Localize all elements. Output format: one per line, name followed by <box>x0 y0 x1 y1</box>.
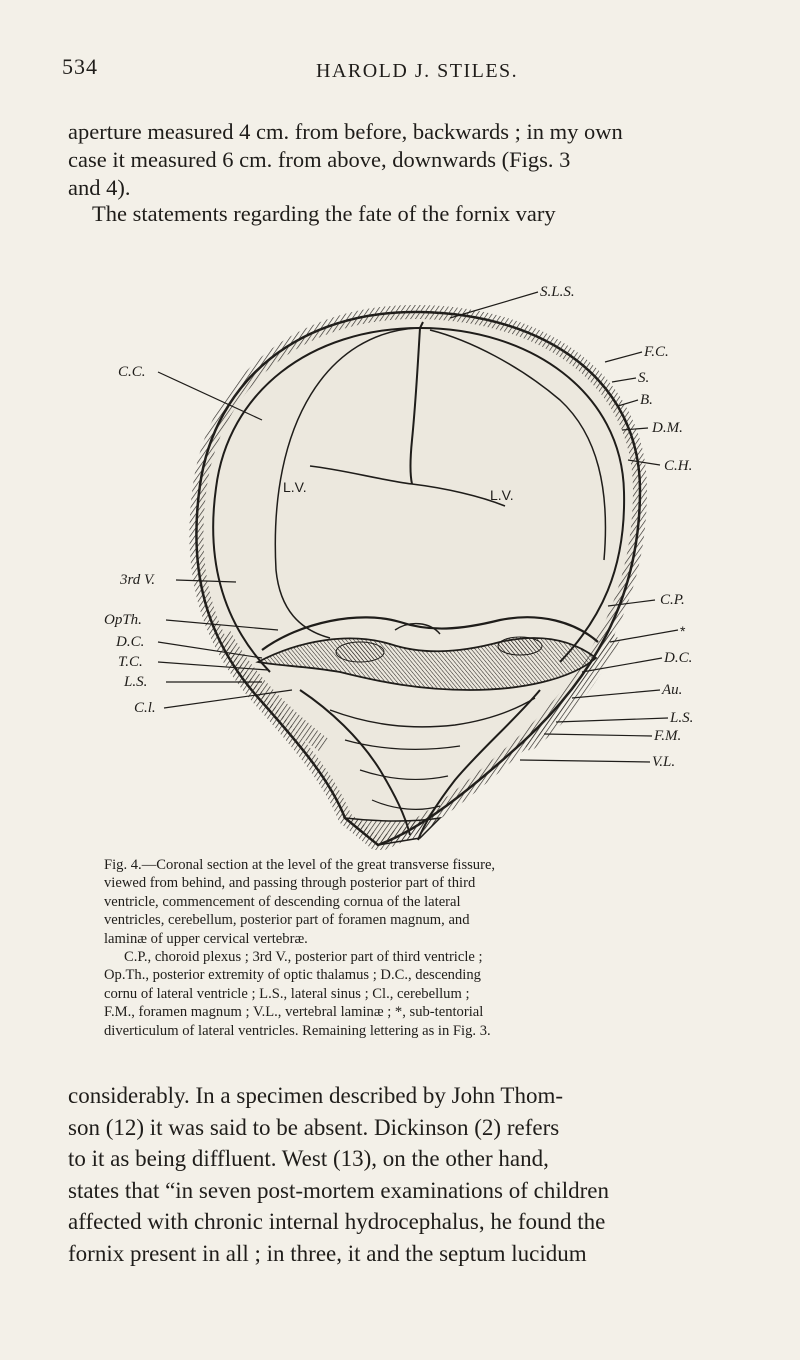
label-au: Au. <box>662 682 683 698</box>
paragraph-top <box>68 118 748 202</box>
label-fc: F.C. <box>644 344 669 360</box>
label-cp: C.P. <box>660 592 685 608</box>
label-dm: D.M. <box>652 420 683 436</box>
figure-caption <box>104 856 718 1040</box>
text-line: and 4). <box>68 175 131 200</box>
caption-line: Fig. 4.—Coronal section at the level of the great transverse fissure, <box>104 857 496 873</box>
label-ls-left: L.S. <box>124 674 148 690</box>
label-tc: T.C. <box>118 654 143 670</box>
paragraph-bottom <box>68 1080 748 1269</box>
caption-line <box>104 948 718 966</box>
caption-line: ventricles, cerebellum, posterior part of foramen magnum, and <box>104 912 470 929</box>
label-cc: C.C. <box>118 364 146 380</box>
caption-line: ventricle, commencement of descending cornua of the lateral <box>104 893 461 910</box>
text-line <box>68 200 748 228</box>
text-line: case it measured 6 cm. from above, downwards (Figs. 3 <box>68 147 571 172</box>
text-line: aperture measured 4 cm. from before, backwards ; in my own <box>68 119 623 144</box>
label-b: B. <box>640 392 653 408</box>
caption-line: viewed from behind, and passing through posterior part of third <box>104 875 476 892</box>
label-vl: V.L. <box>652 754 676 770</box>
figure-coronal-section <box>0 270 800 850</box>
label-ls-right: L.S. <box>670 710 694 726</box>
label-dc-right: D.C. <box>664 650 693 666</box>
label-lv-right: L.V. <box>490 487 514 503</box>
text-line: considerably. In a specimen described by John Thom- <box>68 1083 564 1108</box>
page-number: 534 <box>62 54 98 79</box>
label-third-ventricle: 3rd V. <box>120 572 156 588</box>
caption-line: laminæ of upper cervical vertebræ. <box>104 930 308 947</box>
label-dc-left: D.C. <box>116 634 145 650</box>
text-line: to it as being diffluent. West (13), on the other hand, <box>68 1146 549 1171</box>
label-ch: C.H. <box>664 458 693 474</box>
label-s: S. <box>638 370 650 386</box>
caption-line: cornu of lateral ventricle ; L.S., lateral sinus ; Cl., cerebellum ; <box>104 985 470 1002</box>
paragraph-statements <box>68 200 748 228</box>
text-line: affected with chronic internal hydrocephalus, he found the <box>68 1209 606 1234</box>
caption-line-content: C.P., choroid plexus ; 3rd V., posterior part of third ventricle ; <box>124 949 483 966</box>
text-line: fornix present in all ; in three, it and the septum lucidum <box>68 1240 587 1266</box>
label-asterisk: * <box>680 623 686 639</box>
running-head: HAROLD J. STILES. <box>316 60 519 82</box>
text-line: son (12) it was said to be absent. Dickinson (2) refers <box>68 1114 560 1140</box>
text-line: states that “in seven post-mortem examinations of children <box>68 1177 609 1203</box>
label-fm: F.M. <box>654 728 682 744</box>
label-opth: OpTh. <box>104 612 142 628</box>
skull-outline <box>196 312 640 845</box>
caption-line: Op.Th., posterior extremity of optic thalamus ; D.C., descending <box>104 967 481 984</box>
text-line-content: The statements regarding the fate of the fornix vary <box>92 201 556 226</box>
label-sls: S.L.S. <box>540 284 575 300</box>
caption-line: diverticulum of lateral ventricles. Remaining lettering as in Fig. 3. <box>104 1022 491 1039</box>
label-lv-left: L.V. <box>283 479 307 495</box>
caption-line: F.M., foramen magnum ; V.L., vertebral laminæ ; *, sub-tentorial <box>104 1004 484 1021</box>
figure-drawing <box>0 270 800 850</box>
label-ci: C.l. <box>134 700 156 716</box>
